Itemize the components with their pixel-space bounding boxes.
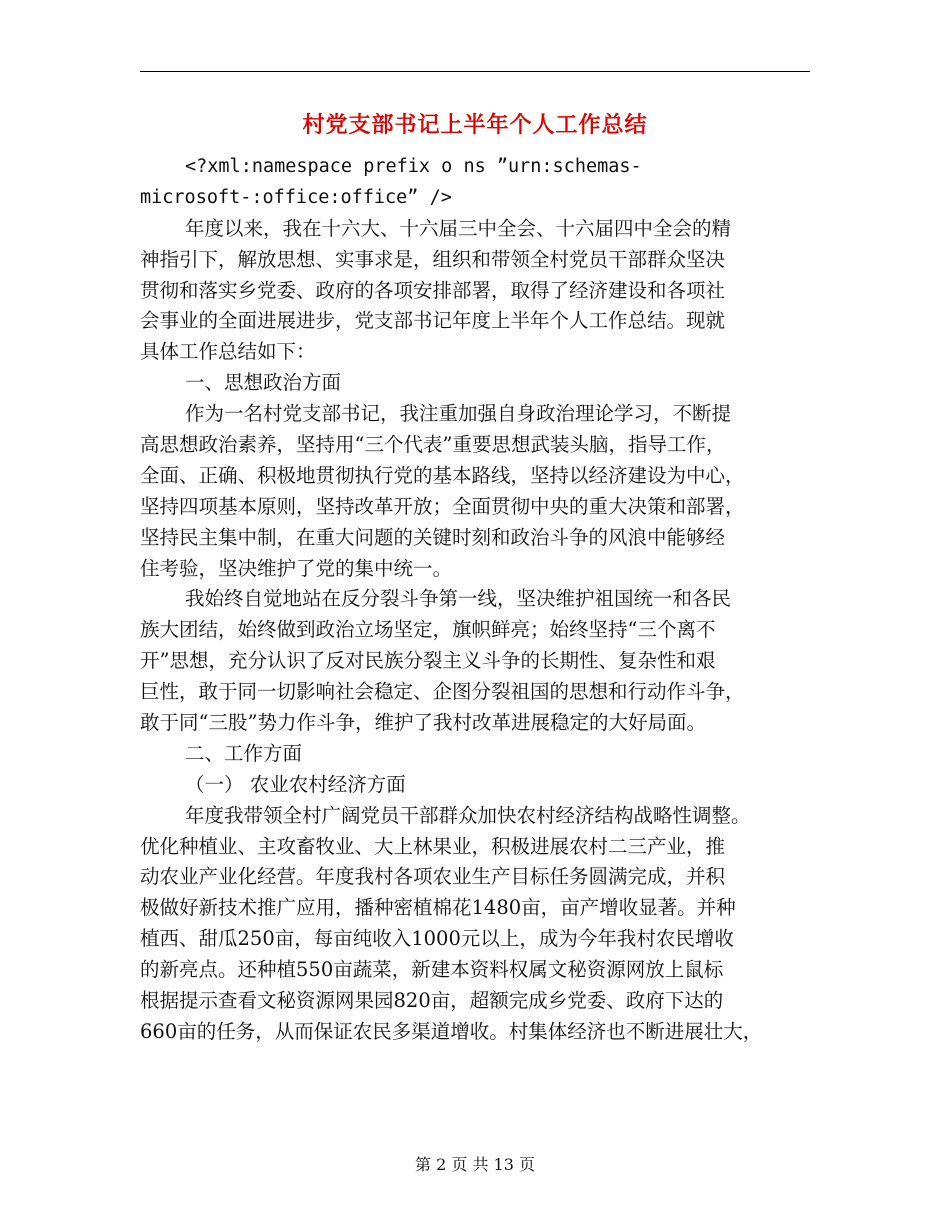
header-rule bbox=[140, 71, 810, 72]
paragraph-line: 神指引下，解放思想、实事求是，组织和带领全村党员干部群众坚决 bbox=[140, 247, 726, 271]
paragraph-line: 会事业的全面进展进步，党支部书记年度上半年个人工作总结。现就 bbox=[140, 309, 726, 333]
section-heading: 一、思想政治方面 bbox=[185, 371, 342, 395]
document-body bbox=[140, 152, 820, 1048]
paragraph-line: 根据提示查看文秘资源网果园820亩，超额完成乡党委、政府下达的 bbox=[140, 989, 724, 1013]
paragraph-line: 开”思想，充分认识了反对民族分裂主义斗争的长期性、复杂性和艰 bbox=[140, 649, 716, 673]
paragraph-line: 我始终自觉地站在反分裂斗争第一线，坚决维护祖国统一和各民 bbox=[185, 587, 732, 611]
paragraph-line: 优化种植业、主攻畜牧业、大上林果业，积极进展农村二三产业，推 bbox=[140, 834, 726, 858]
paragraph-line: 年度以来，我在十六大、十六届三中全会、十六届四中全会的精 bbox=[185, 216, 732, 240]
paragraph-line: 具体工作总结如下： bbox=[140, 340, 316, 364]
paragraph-line: 坚持四项基本原则，坚持改革开放；全面贯彻中央的重大决策和部署， bbox=[140, 494, 745, 518]
paragraph-line: 敢于同“三股”势力作斗争，维护了我村改革进展稳定的大好局面。 bbox=[140, 711, 706, 735]
paragraph-line: microsoft-:office:office” /> bbox=[140, 186, 452, 208]
paragraph-line: 的新亮点。还种植550亩蔬菜，新建本资料权属文秘资源网放上鼠标 bbox=[140, 958, 724, 982]
subsection-heading: （一） 农业农村经济方面 bbox=[185, 772, 406, 796]
paragraph-line: 高思想政治素养，坚持用“三个代表”重要思想武装头脑，指导工作， bbox=[140, 433, 726, 457]
paragraph-line: 族大团结，始终做到政治立场坚定，旗帜鲜亮；始终坚持“三个离不 bbox=[140, 618, 716, 642]
page-number-footer: 第 2 页 共 13 页 bbox=[415, 1155, 535, 1174]
document-title: 村党支部书记上半年个人工作总结 bbox=[302, 112, 648, 138]
paragraph-line: 全面、正确、积极地贯彻执行党的基本路线，坚持以经济建设为中心， bbox=[140, 463, 745, 487]
paragraph-line: 极做好新技术推广应用，播种密植棉花1480亩，亩产增收显著。并种 bbox=[140, 896, 736, 920]
paragraph-line: 作为一名村党支部书记，我注重加强自身政治理论学习，不断提 bbox=[185, 402, 732, 426]
paragraph-line: 660亩的任务，从而保证农民多渠道增收。村集体经济也不断进展壮大， bbox=[140, 1019, 763, 1043]
paragraph-line: 动农业产业化经营。年度我村各项农业生产目标任务圆满完成，并积 bbox=[140, 865, 726, 889]
paragraph-line: 年度我带领全村广阔党员干部群众加快农村经济结构战略性调整。 bbox=[185, 803, 751, 827]
paragraph-line: 坚持民主集中制，在重大问题的关键时刻和政治斗争的风浪中能够经 bbox=[140, 525, 726, 549]
section-heading: 二、工作方面 bbox=[185, 741, 303, 765]
paragraph-line: 贯彻和落实乡党委、政府的各项安排部署，取得了经济建设和各项社 bbox=[140, 278, 726, 302]
paragraph-line: <?xml:namespace prefix o ns ”urn:schemas- bbox=[185, 156, 642, 177]
paragraph-line: 住考验，坚决维护了党的集中统一。 bbox=[140, 556, 453, 580]
paragraph-line: 植西、甜瓜250亩，每亩纯收入1000元以上，成为今年我村农民增收 bbox=[140, 927, 734, 951]
paragraph-line: 巨性，敢于同一切影响社会稳定、企图分裂祖国的思想和行动作斗争， bbox=[140, 680, 745, 704]
